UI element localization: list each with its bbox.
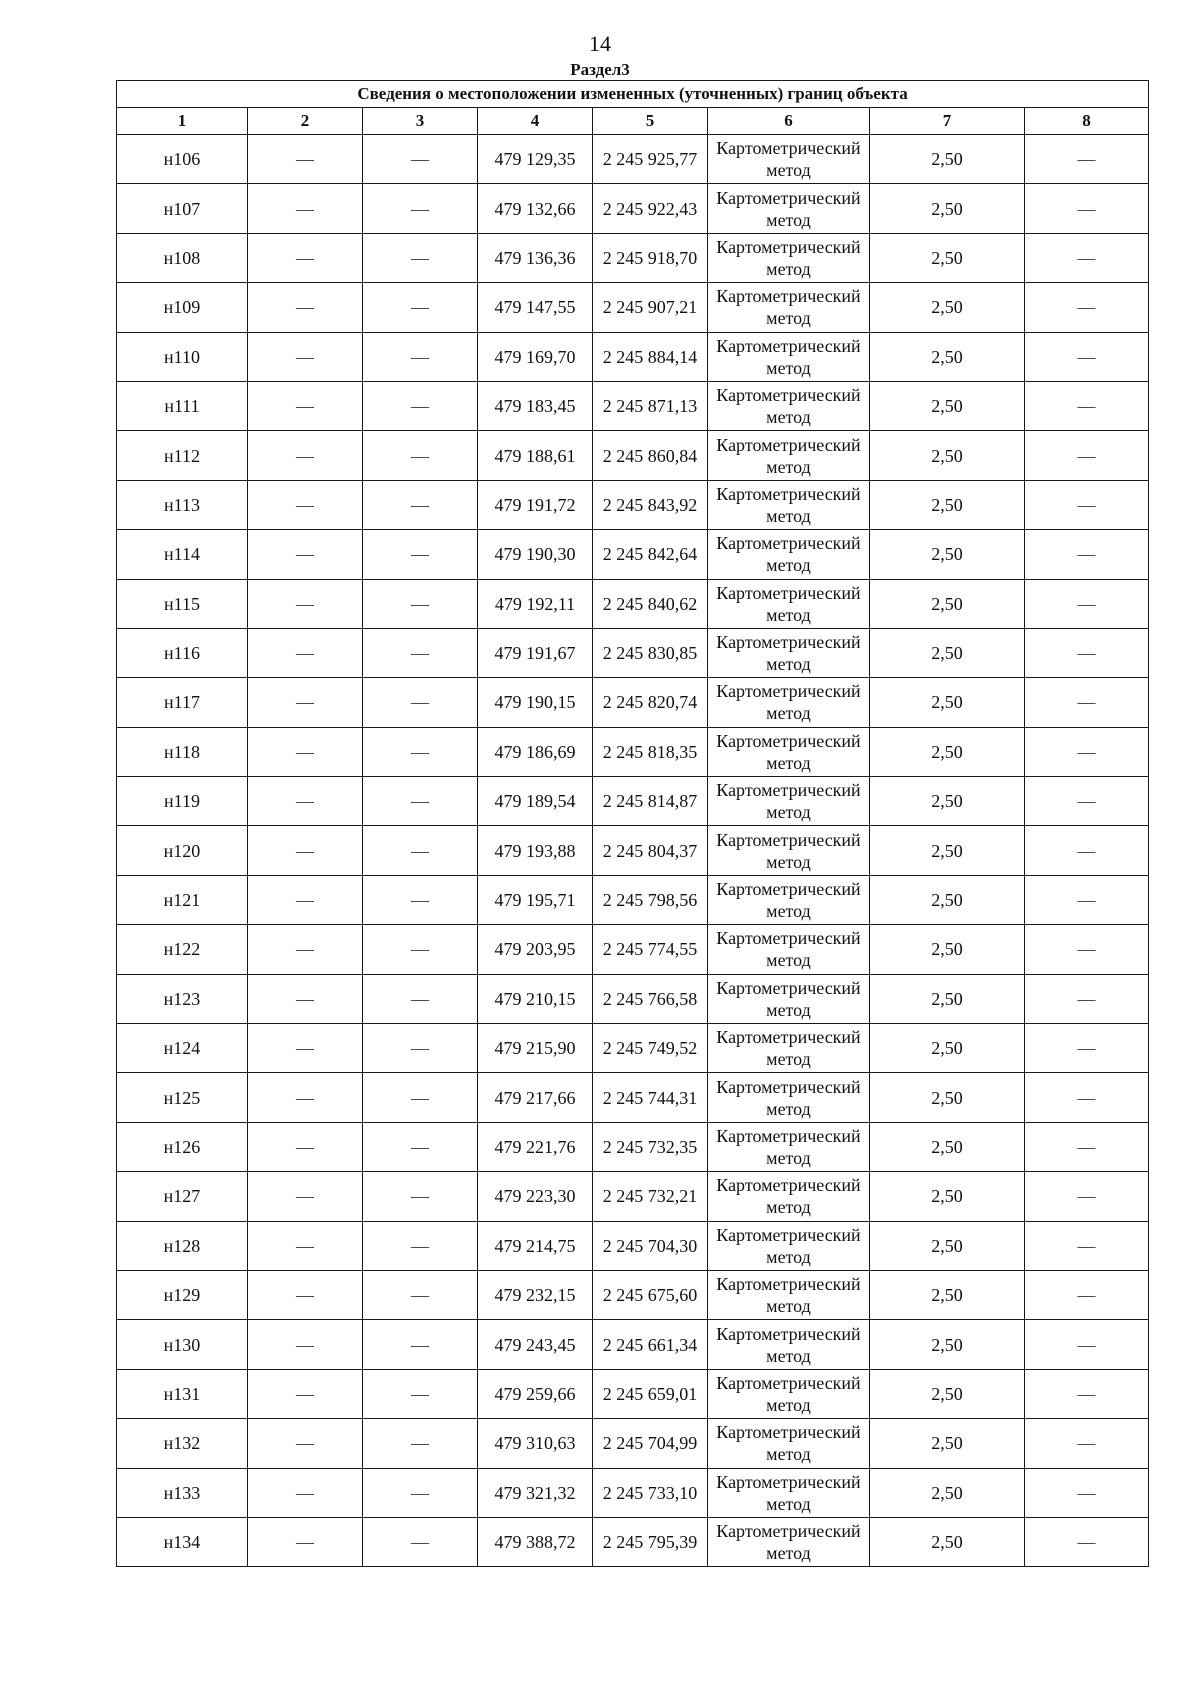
point-id-cell: н122 bbox=[117, 925, 248, 974]
x-coordinate-cell: 479 147,55 bbox=[478, 283, 593, 332]
point-id-cell: н110 bbox=[117, 332, 248, 381]
table-row bbox=[117, 628, 1149, 677]
page-number: 14 bbox=[589, 31, 611, 56]
empty-dash-cell: — bbox=[363, 777, 478, 826]
table-row bbox=[117, 1122, 1149, 1171]
accuracy-cell: 2,50 bbox=[870, 1517, 1025, 1566]
y-coordinate-cell: 2 245 922,43 bbox=[593, 184, 708, 233]
empty-dash-cell: — bbox=[363, 283, 478, 332]
empty-dash-cell: — bbox=[363, 431, 478, 480]
y-coordinate-cell: 2 245 860,84 bbox=[593, 431, 708, 480]
column-number: 7 bbox=[870, 108, 1025, 135]
empty-dash-cell: — bbox=[248, 1517, 363, 1566]
empty-dash-cell: — bbox=[1025, 875, 1149, 924]
empty-dash-cell: — bbox=[1025, 530, 1149, 579]
empty-dash-cell: — bbox=[248, 530, 363, 579]
y-coordinate-cell: 2 245 804,37 bbox=[593, 826, 708, 875]
method-cell: Картометрический метод bbox=[708, 332, 870, 381]
empty-dash-cell: — bbox=[1025, 579, 1149, 628]
method-cell: Картометрический метод bbox=[708, 777, 870, 826]
method-cell: Картометрический метод bbox=[708, 826, 870, 875]
y-coordinate-cell: 2 245 842,64 bbox=[593, 530, 708, 579]
empty-dash-cell: — bbox=[363, 1270, 478, 1319]
y-coordinate-cell: 2 245 675,60 bbox=[593, 1270, 708, 1319]
accuracy-cell: 2,50 bbox=[870, 974, 1025, 1023]
empty-dash-cell: — bbox=[1025, 1073, 1149, 1122]
empty-dash-cell: — bbox=[363, 974, 478, 1023]
y-coordinate-cell: 2 245 733,10 bbox=[593, 1468, 708, 1517]
method-cell: Картометрический метод bbox=[708, 1024, 870, 1073]
accuracy-cell: 2,50 bbox=[870, 135, 1025, 184]
empty-dash-cell: — bbox=[248, 1270, 363, 1319]
x-coordinate-cell: 479 217,66 bbox=[478, 1073, 593, 1122]
empty-dash-cell: — bbox=[363, 1517, 478, 1566]
y-coordinate-cell: 2 245 732,35 bbox=[593, 1122, 708, 1171]
empty-dash-cell: — bbox=[1025, 1369, 1149, 1418]
y-coordinate-cell: 2 245 732,21 bbox=[593, 1172, 708, 1221]
y-coordinate-cell: 2 245 925,77 bbox=[593, 135, 708, 184]
y-coordinate-cell: 2 245 907,21 bbox=[593, 283, 708, 332]
empty-dash-cell: — bbox=[363, 875, 478, 924]
table-row bbox=[117, 1369, 1149, 1418]
point-id-cell: н123 bbox=[117, 974, 248, 1023]
table-row bbox=[117, 1073, 1149, 1122]
accuracy-cell: 2,50 bbox=[870, 1320, 1025, 1369]
x-coordinate-cell: 479 188,61 bbox=[478, 431, 593, 480]
empty-dash-cell: — bbox=[1025, 1221, 1149, 1270]
x-coordinate-cell: 479 310,63 bbox=[478, 1419, 593, 1468]
empty-dash-cell: — bbox=[363, 1221, 478, 1270]
point-id-cell: н117 bbox=[117, 678, 248, 727]
empty-dash-cell: — bbox=[248, 579, 363, 628]
y-coordinate-cell: 2 245 840,62 bbox=[593, 579, 708, 628]
method-cell: Картометрический метод bbox=[708, 233, 870, 282]
empty-dash-cell: — bbox=[1025, 1320, 1149, 1369]
y-coordinate-cell: 2 245 661,34 bbox=[593, 1320, 708, 1369]
empty-dash-cell: — bbox=[248, 628, 363, 677]
empty-dash-cell: — bbox=[248, 925, 363, 974]
empty-dash-cell: — bbox=[248, 381, 363, 430]
empty-dash-cell: — bbox=[1025, 727, 1149, 776]
boundary-coordinates-table bbox=[116, 80, 1149, 1567]
empty-dash-cell: — bbox=[248, 480, 363, 529]
x-coordinate-cell: 479 195,71 bbox=[478, 875, 593, 924]
empty-dash-cell: — bbox=[363, 381, 478, 430]
table-body bbox=[117, 135, 1149, 1567]
empty-dash-cell: — bbox=[248, 1024, 363, 1073]
accuracy-cell: 2,50 bbox=[870, 1468, 1025, 1517]
y-coordinate-cell: 2 245 884,14 bbox=[593, 332, 708, 381]
point-id-cell: н121 bbox=[117, 875, 248, 924]
point-id-cell: н108 bbox=[117, 233, 248, 282]
point-id-cell: н115 bbox=[117, 579, 248, 628]
table-row bbox=[117, 826, 1149, 875]
x-coordinate-cell: 479 189,54 bbox=[478, 777, 593, 826]
method-cell: Картометрический метод bbox=[708, 974, 870, 1023]
point-id-cell: н124 bbox=[117, 1024, 248, 1073]
accuracy-cell: 2,50 bbox=[870, 579, 1025, 628]
point-id-cell: н112 bbox=[117, 431, 248, 480]
point-id-cell: н113 bbox=[117, 480, 248, 529]
table-row bbox=[117, 727, 1149, 776]
point-id-cell: н126 bbox=[117, 1122, 248, 1171]
empty-dash-cell: — bbox=[1025, 678, 1149, 727]
empty-dash-cell: — bbox=[1025, 135, 1149, 184]
x-coordinate-cell: 479 132,66 bbox=[478, 184, 593, 233]
empty-dash-cell: — bbox=[363, 628, 478, 677]
y-coordinate-cell: 2 245 843,92 bbox=[593, 480, 708, 529]
table-row bbox=[117, 678, 1149, 727]
empty-dash-cell: — bbox=[363, 332, 478, 381]
point-id-cell: н125 bbox=[117, 1073, 248, 1122]
accuracy-cell: 2,50 bbox=[870, 1172, 1025, 1221]
table-row bbox=[117, 283, 1149, 332]
accuracy-cell: 2,50 bbox=[870, 777, 1025, 826]
table-row bbox=[117, 233, 1149, 282]
empty-dash-cell: — bbox=[248, 135, 363, 184]
method-cell: Картометрический метод bbox=[708, 431, 870, 480]
x-coordinate-cell: 479 190,15 bbox=[478, 678, 593, 727]
column-number: 3 bbox=[363, 108, 478, 135]
empty-dash-cell: — bbox=[363, 1369, 478, 1418]
method-cell: Картометрический метод bbox=[708, 530, 870, 579]
empty-dash-cell: — bbox=[248, 678, 363, 727]
empty-dash-cell: — bbox=[1025, 1419, 1149, 1468]
table-row bbox=[117, 925, 1149, 974]
empty-dash-cell: — bbox=[363, 1320, 478, 1369]
empty-dash-cell: — bbox=[363, 135, 478, 184]
empty-dash-cell: — bbox=[248, 727, 363, 776]
x-coordinate-cell: 479 215,90 bbox=[478, 1024, 593, 1073]
x-coordinate-cell: 479 223,30 bbox=[478, 1172, 593, 1221]
table-row bbox=[117, 777, 1149, 826]
y-coordinate-cell: 2 245 795,39 bbox=[593, 1517, 708, 1566]
x-coordinate-cell: 479 191,72 bbox=[478, 480, 593, 529]
table-row bbox=[117, 332, 1149, 381]
column-number: 2 bbox=[248, 108, 363, 135]
table-row bbox=[117, 1270, 1149, 1319]
table-row bbox=[117, 1172, 1149, 1221]
empty-dash-cell: — bbox=[1025, 1172, 1149, 1221]
accuracy-cell: 2,50 bbox=[870, 1270, 1025, 1319]
point-id-cell: н134 bbox=[117, 1517, 248, 1566]
method-cell: Картометрический метод bbox=[708, 184, 870, 233]
empty-dash-cell: — bbox=[248, 1320, 363, 1369]
y-coordinate-cell: 2 245 798,56 bbox=[593, 875, 708, 924]
accuracy-cell: 2,50 bbox=[870, 480, 1025, 529]
accuracy-cell: 2,50 bbox=[870, 727, 1025, 776]
empty-dash-cell: — bbox=[248, 332, 363, 381]
empty-dash-cell: — bbox=[1025, 777, 1149, 826]
empty-dash-cell: — bbox=[363, 1024, 478, 1073]
empty-dash-cell: — bbox=[1025, 381, 1149, 430]
empty-dash-cell: — bbox=[363, 1468, 478, 1517]
point-id-cell: н107 bbox=[117, 184, 248, 233]
table-row bbox=[117, 530, 1149, 579]
method-cell: Картометрический метод bbox=[708, 678, 870, 727]
point-id-cell: н130 bbox=[117, 1320, 248, 1369]
y-coordinate-cell: 2 245 749,52 bbox=[593, 1024, 708, 1073]
x-coordinate-cell: 479 193,88 bbox=[478, 826, 593, 875]
point-id-cell: н129 bbox=[117, 1270, 248, 1319]
empty-dash-cell: — bbox=[248, 184, 363, 233]
empty-dash-cell: — bbox=[248, 283, 363, 332]
y-coordinate-cell: 2 245 766,58 bbox=[593, 974, 708, 1023]
empty-dash-cell: — bbox=[1025, 1468, 1149, 1517]
empty-dash-cell: — bbox=[363, 184, 478, 233]
empty-dash-cell: — bbox=[1025, 283, 1149, 332]
empty-dash-cell: — bbox=[363, 826, 478, 875]
point-id-cell: н116 bbox=[117, 628, 248, 677]
empty-dash-cell: — bbox=[248, 777, 363, 826]
column-number: 6 bbox=[708, 108, 870, 135]
x-coordinate-cell: 479 136,36 bbox=[478, 233, 593, 282]
x-coordinate-cell: 479 203,95 bbox=[478, 925, 593, 974]
table-row bbox=[117, 184, 1149, 233]
accuracy-cell: 2,50 bbox=[870, 332, 1025, 381]
x-coordinate-cell: 479 191,67 bbox=[478, 628, 593, 677]
point-id-cell: н106 bbox=[117, 135, 248, 184]
empty-dash-cell: — bbox=[248, 1122, 363, 1171]
method-cell: Картометрический метод bbox=[708, 579, 870, 628]
empty-dash-cell: — bbox=[363, 727, 478, 776]
empty-dash-cell: — bbox=[248, 1221, 363, 1270]
accuracy-cell: 2,50 bbox=[870, 925, 1025, 974]
empty-dash-cell: — bbox=[1025, 974, 1149, 1023]
empty-dash-cell: — bbox=[363, 530, 478, 579]
x-coordinate-cell: 479 192,11 bbox=[478, 579, 593, 628]
empty-dash-cell: — bbox=[363, 1419, 478, 1468]
column-number: 1 bbox=[117, 108, 248, 135]
empty-dash-cell: — bbox=[248, 1172, 363, 1221]
empty-dash-cell: — bbox=[248, 1073, 363, 1122]
empty-dash-cell: — bbox=[1025, 1517, 1149, 1566]
empty-dash-cell: — bbox=[248, 875, 363, 924]
empty-dash-cell: — bbox=[1025, 431, 1149, 480]
y-coordinate-cell: 2 245 814,87 bbox=[593, 777, 708, 826]
x-coordinate-cell: 479 388,72 bbox=[478, 1517, 593, 1566]
empty-dash-cell: — bbox=[1025, 332, 1149, 381]
point-id-cell: н120 bbox=[117, 826, 248, 875]
table-row bbox=[117, 1320, 1149, 1369]
column-number-row bbox=[117, 108, 1149, 135]
x-coordinate-cell: 479 232,15 bbox=[478, 1270, 593, 1319]
method-cell: Картометрический метод bbox=[708, 1517, 870, 1566]
point-id-cell: н133 bbox=[117, 1468, 248, 1517]
accuracy-cell: 2,50 bbox=[870, 678, 1025, 727]
method-cell: Картометрический метод bbox=[708, 875, 870, 924]
table-row bbox=[117, 135, 1149, 184]
y-coordinate-cell: 2 245 774,55 bbox=[593, 925, 708, 974]
accuracy-cell: 2,50 bbox=[870, 233, 1025, 282]
empty-dash-cell: — bbox=[248, 431, 363, 480]
empty-dash-cell: — bbox=[248, 826, 363, 875]
accuracy-cell: 2,50 bbox=[870, 1221, 1025, 1270]
accuracy-cell: 2,50 bbox=[870, 184, 1025, 233]
y-coordinate-cell: 2 245 744,31 bbox=[593, 1073, 708, 1122]
x-coordinate-cell: 479 321,32 bbox=[478, 1468, 593, 1517]
x-coordinate-cell: 479 186,69 bbox=[478, 727, 593, 776]
accuracy-cell: 2,50 bbox=[870, 283, 1025, 332]
column-number: 4 bbox=[478, 108, 593, 135]
table-caption: Сведения о местоположении измененных (уточненных) границ объекта bbox=[117, 81, 1149, 108]
empty-dash-cell: — bbox=[248, 1419, 363, 1468]
method-cell: Картометрический метод bbox=[708, 925, 870, 974]
empty-dash-cell: — bbox=[363, 579, 478, 628]
method-cell: Картометрический метод bbox=[708, 381, 870, 430]
point-id-cell: н119 bbox=[117, 777, 248, 826]
accuracy-cell: 2,50 bbox=[870, 1024, 1025, 1073]
point-id-cell: н111 bbox=[117, 381, 248, 430]
method-cell: Картометрический метод bbox=[708, 1468, 870, 1517]
column-number: 8 bbox=[1025, 108, 1149, 135]
accuracy-cell: 2,50 bbox=[870, 530, 1025, 579]
x-coordinate-cell: 479 183,45 bbox=[478, 381, 593, 430]
method-cell: Картометрический метод bbox=[708, 1369, 870, 1418]
method-cell: Картометрический метод bbox=[708, 135, 870, 184]
empty-dash-cell: — bbox=[1025, 480, 1149, 529]
table-row bbox=[117, 579, 1149, 628]
empty-dash-cell: — bbox=[248, 974, 363, 1023]
empty-dash-cell: — bbox=[1025, 1270, 1149, 1319]
table-row bbox=[117, 974, 1149, 1023]
empty-dash-cell: — bbox=[248, 233, 363, 282]
point-id-cell: н132 bbox=[117, 1419, 248, 1468]
table-row bbox=[117, 431, 1149, 480]
table-row bbox=[117, 1468, 1149, 1517]
accuracy-cell: 2,50 bbox=[870, 875, 1025, 924]
empty-dash-cell: — bbox=[1025, 826, 1149, 875]
section-title: Раздел3 bbox=[570, 60, 630, 79]
empty-dash-cell: — bbox=[1025, 628, 1149, 677]
empty-dash-cell: — bbox=[363, 678, 478, 727]
y-coordinate-cell: 2 245 820,74 bbox=[593, 678, 708, 727]
method-cell: Картометрический метод bbox=[708, 1320, 870, 1369]
empty-dash-cell: — bbox=[1025, 233, 1149, 282]
point-id-cell: н114 bbox=[117, 530, 248, 579]
method-cell: Картометрический метод bbox=[708, 283, 870, 332]
empty-dash-cell: — bbox=[363, 925, 478, 974]
method-cell: Картометрический метод bbox=[708, 1172, 870, 1221]
empty-dash-cell: — bbox=[248, 1369, 363, 1418]
empty-dash-cell: — bbox=[248, 1468, 363, 1517]
empty-dash-cell: — bbox=[1025, 1122, 1149, 1171]
method-cell: Картометрический метод bbox=[708, 1221, 870, 1270]
accuracy-cell: 2,50 bbox=[870, 826, 1025, 875]
accuracy-cell: 2,50 bbox=[870, 431, 1025, 480]
table-row bbox=[117, 1221, 1149, 1270]
accuracy-cell: 2,50 bbox=[870, 1122, 1025, 1171]
table-row bbox=[117, 1419, 1149, 1468]
empty-dash-cell: — bbox=[363, 480, 478, 529]
x-coordinate-cell: 479 259,66 bbox=[478, 1369, 593, 1418]
y-coordinate-cell: 2 245 918,70 bbox=[593, 233, 708, 282]
method-cell: Картометрический метод bbox=[708, 727, 870, 776]
accuracy-cell: 2,50 bbox=[870, 1369, 1025, 1418]
x-coordinate-cell: 479 221,76 bbox=[478, 1122, 593, 1171]
y-coordinate-cell: 2 245 830,85 bbox=[593, 628, 708, 677]
point-id-cell: н128 bbox=[117, 1221, 248, 1270]
x-coordinate-cell: 479 190,30 bbox=[478, 530, 593, 579]
table-row bbox=[117, 1024, 1149, 1073]
empty-dash-cell: — bbox=[363, 1122, 478, 1171]
x-coordinate-cell: 479 214,75 bbox=[478, 1221, 593, 1270]
y-coordinate-cell: 2 245 871,13 bbox=[593, 381, 708, 430]
empty-dash-cell: — bbox=[363, 1172, 478, 1221]
method-cell: Картометрический метод bbox=[708, 480, 870, 529]
table-row bbox=[117, 1517, 1149, 1566]
point-id-cell: н118 bbox=[117, 727, 248, 776]
empty-dash-cell: — bbox=[1025, 925, 1149, 974]
accuracy-cell: 2,50 bbox=[870, 628, 1025, 677]
y-coordinate-cell: 2 245 704,30 bbox=[593, 1221, 708, 1270]
method-cell: Картометрический метод bbox=[708, 1270, 870, 1319]
y-coordinate-cell: 2 245 659,01 bbox=[593, 1369, 708, 1418]
table-row bbox=[117, 381, 1149, 430]
point-id-cell: н131 bbox=[117, 1369, 248, 1418]
point-id-cell: н127 bbox=[117, 1172, 248, 1221]
empty-dash-cell: — bbox=[1025, 184, 1149, 233]
accuracy-cell: 2,50 bbox=[870, 1419, 1025, 1468]
x-coordinate-cell: 479 210,15 bbox=[478, 974, 593, 1023]
y-coordinate-cell: 2 245 704,99 bbox=[593, 1419, 708, 1468]
x-coordinate-cell: 479 243,45 bbox=[478, 1320, 593, 1369]
x-coordinate-cell: 479 129,35 bbox=[478, 135, 593, 184]
empty-dash-cell: — bbox=[363, 233, 478, 282]
table-row bbox=[117, 480, 1149, 529]
table-row bbox=[117, 875, 1149, 924]
method-cell: Картометрический метод bbox=[708, 1122, 870, 1171]
method-cell: Картометрический метод bbox=[708, 1419, 870, 1468]
x-coordinate-cell: 479 169,70 bbox=[478, 332, 593, 381]
empty-dash-cell: — bbox=[363, 1073, 478, 1122]
method-cell: Картометрический метод bbox=[708, 628, 870, 677]
point-id-cell: н109 bbox=[117, 283, 248, 332]
accuracy-cell: 2,50 bbox=[870, 381, 1025, 430]
method-cell: Картометрический метод bbox=[708, 1073, 870, 1122]
accuracy-cell: 2,50 bbox=[870, 1073, 1025, 1122]
column-number: 5 bbox=[593, 108, 708, 135]
y-coordinate-cell: 2 245 818,35 bbox=[593, 727, 708, 776]
empty-dash-cell: — bbox=[1025, 1024, 1149, 1073]
